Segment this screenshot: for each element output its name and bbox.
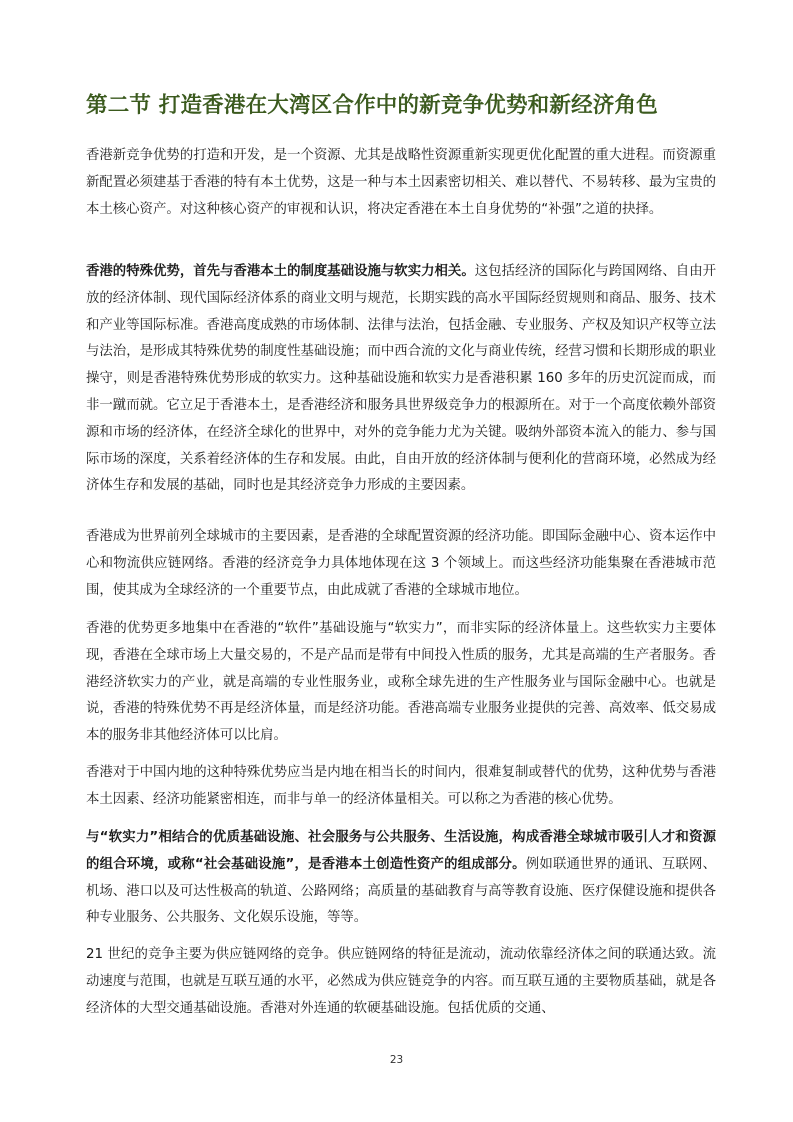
paragraph-5-text: 香港对于中国内地的这种特殊优势应当是内地在相当长的时间内，很难复制或替代的优势，这种优势与香港本土因素、经济功能紧密相连，而非与单一的经济体量相关。可以称之为香港的核心优势。 — [86, 765, 716, 807]
paragraph-1-text: 香港新竞争优势的打造和开发，是一个资源、尤其是战略性资源重新实现更优化配置的重大进程。而资源重新配置必须建基于香港的特有本土优势，这是一种与本土因素密切相关、难以替代、不易转移、最为宝贵的本土核心资产。对这种核心资产的审视和认识，将决定香港在本土自身优势的“补强”之道的抉择。 — [86, 148, 716, 217]
paragraph-4 — [86, 616, 716, 750]
section-title: 第二节 打造香港在大湾区合作中的新竞争优势和新经济角色 — [86, 93, 658, 118]
paragraph-7-text: 21 世纪的竞争主要为供应链网络的竞争。供应链网络的特征是流动，流动依靠经济体之间的联通达致。流动速度与范围，也就是互联互通的水平，必然成为供应链竞争的内容。而互联互通的主要物质基础，就是各经济体的大型交通基础设施。香港对外连通的软硬基础设施。包括优质的交通、 — [86, 947, 716, 1016]
paragraph-2 — [86, 259, 716, 500]
paragraph-2-bold: 香港的特殊优势，首先与香港本土的制度基础设施与软实力相关。 — [86, 264, 475, 279]
paragraph-3 — [86, 524, 716, 604]
paragraph-6 — [86, 825, 716, 932]
paragraph-7 — [86, 942, 716, 1022]
paragraph-6-text: 例如联通世界的通讯、互联网、机场、港口以及可达性极高的轨道、公路网络；高质量的基础教育与高等教育设施、医疗保健设施和提供各种专业服务、公共服务、文化娱乐设施，等等。 — [86, 856, 716, 926]
paragraph-5 — [86, 760, 716, 814]
page-number: 23 — [389, 1054, 404, 1066]
paragraph-6-bold: 与“软实力”相结合的优质基础设施、社会服务与公共服务、生活设施，构成香港全球城市吸引人才和资源的组合环境，或称“社会基础设施”，是香港本土创造性资产的组成部分。 — [86, 830, 716, 872]
paragraph-2-text: 这包括经济的国际化与跨国网络、自由开放的经济体制、现代国际经济体系的商业文明与规范，长期实践的高水平国际经贸规则和商品、服务、技术和产业等国际标准。香港高度成熟的市场体制、法律与法治，包括金融、专业服务、产权及知识产权等立法与法治，是形成其特殊优势的制度性基础设施；而中西合流的文化与商业传统，经营习惯和长期形成的职业操守，则是香港特殊优势形成的软实力。这种基础设施和软实力是香港积累 160 多年的历史沉淀而成，而非一蹴而就。它立足于香港本土，是香港经济和服务具世界级竞争力的根源所在。对于一个高度依赖外部资源和市场的经济体，在经济全球化的世界中，对外的竞争能力尤为关键。吸纳外部资本流入的能力、参与国际市场的深度，关系着经济体的生存和发展。由此，自由开放的经济体制与便利化的营商环境，必然成为经济体生存和发展的基础，同时也是其经济竞争力形成的主要因素。 — [86, 264, 717, 494]
paragraph-3-text: 香港成为世界前列全球城市的主要因素，是香港的全球配置资源的经济功能。即国际金融中心、资本运作中心和物流供应链网络。香港的经济竞争力具体地体现在这 3 个领域上。而这些经济功能集聚在香港城市范围，使其成为全球经济的一个重要节点，由此成就了香港的全球城市地位。 — [86, 529, 716, 598]
paragraph-4-text: 香港的优势更多地集中在香港的“软件”基础设施与“软实力”，而非实际的经济体量上。这些软实力主要体现，香港在全球市场上大量交易的，不是产品而是带有中间投入性质的服务，尤其是高端的生产者服务。香港经济软实力的产业，就是高端的专业性服务业，或称全球先进的生产性服务业与国际金融中心。也就是说，香港的特殊优势不再是经济体量，而是经济功能。香港高端专业服务业提供的完善、高效率、低交易成本的服务非其他经济体可以比肩。 — [86, 621, 716, 744]
paragraph-1 — [86, 143, 716, 223]
